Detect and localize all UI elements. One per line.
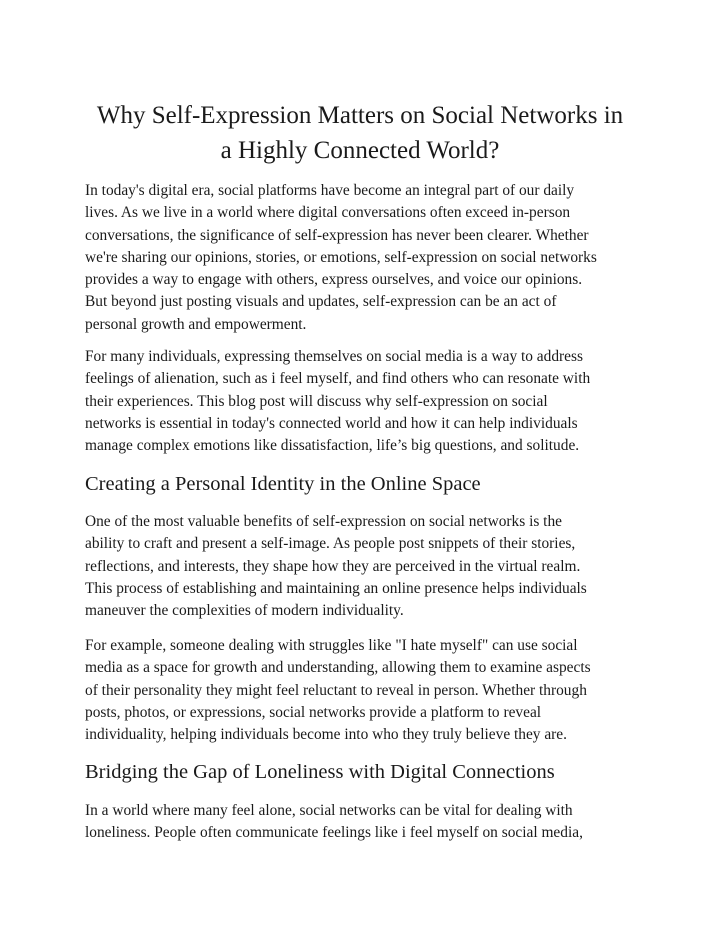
text-line: conversations, the significance of self-expression has never been clearer. Whether (85, 226, 589, 244)
text-line: manage complex emotions like dissatisfaction, life’s big questions, and solitude. (85, 437, 580, 455)
text-line: feelings of alienation, such as i feel myself, and find others who can resonate with (85, 370, 591, 388)
text-line: we're sharing our opinions, stories, or emotions, self-expression on social networks (85, 248, 597, 266)
intro-paragraph (85, 180, 645, 336)
text-line: personal growth and empowerment. (85, 315, 307, 333)
example-paragraph (85, 635, 645, 746)
text-line: posts, photos, or expressions, social networks provide a platform to reveal (85, 703, 542, 721)
text-line: But beyond just posting visuals and updates, self-expression can be an act of (85, 293, 557, 311)
loneliness-paragraph (85, 800, 645, 845)
text-line: For many individuals, expressing themselves on social media is a way to address (85, 348, 583, 365)
section-heading-identity: Creating a Personal Identity in the Online Space (85, 473, 481, 495)
text-line: media as a space for growth and understanding, allowing them to examine aspects (85, 659, 591, 677)
title-line: a Highly Connected World? (220, 137, 500, 164)
second-paragraph (85, 346, 645, 457)
text-line: In today's digital era, social platforms have become an integral part of our daily (85, 182, 575, 199)
text-line: reflections, and interests, they shape how they are perceived in the virtual realm. (85, 557, 581, 575)
text-line: ability to craft and present a self-image. As people post snippets of their stories, (85, 535, 576, 553)
page-title (70, 98, 650, 168)
text-line: For example, someone dealing with struggles like "I hate myself" can use social (85, 637, 578, 654)
text-line: One of the most valuable benefits of self-expression on social networks is the (85, 513, 562, 530)
text-line: maneuver the complexities of modern individuality. (85, 602, 404, 620)
text-line: their experiences. This blog post will discuss why self-expression on social (85, 392, 548, 410)
title-line: Why Self-Expression Matters on Social Networks in (96, 102, 624, 129)
text-line: lives. As we live in a world where digital conversations often exceed in-person (85, 204, 571, 222)
text-line: networks is essential in today's connected world and how it can help individuals (85, 414, 578, 432)
identity-paragraph (85, 511, 645, 622)
text-line: provides a way to engage with others, express ourselves, and voice our opinions. (85, 271, 583, 289)
section-heading-loneliness: Bridging the Gap of Loneliness with Digital Connections (85, 761, 555, 783)
text-line: loneliness. People often communicate feelings like i feel myself on social media, (85, 824, 583, 842)
text-line: individuality, helping individuals become into who they truly believe they are. (85, 726, 567, 744)
text-line: In a world where many feel alone, social networks can be vital for dealing with (85, 802, 573, 819)
text-line: of their personality they might feel reluctant to reveal in person. Whether through (85, 681, 587, 699)
text-line: This process of establishing and maintaining an online presence helps individuals (85, 579, 587, 597)
